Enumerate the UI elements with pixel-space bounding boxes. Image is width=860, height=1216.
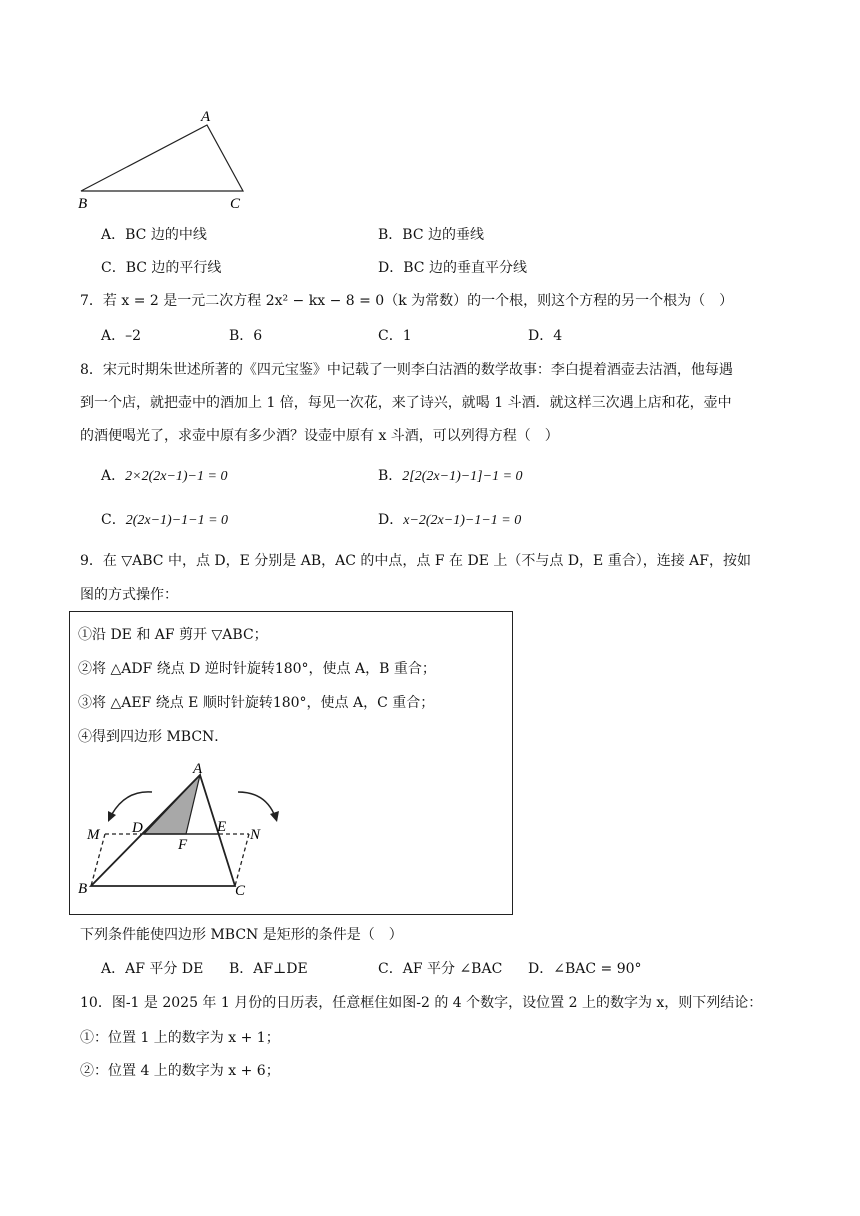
q8-option-d bbox=[378, 511, 521, 530]
q9-option-b bbox=[229, 960, 308, 978]
label-b: B bbox=[78, 196, 88, 212]
option-letter: C． bbox=[378, 961, 403, 977]
q9-option-d bbox=[528, 960, 642, 978]
option-text: ∠BAC = 90° bbox=[553, 961, 642, 977]
option-letter: B． bbox=[229, 328, 254, 344]
option-formula: x−2(2x−1)−1−1 = 0 bbox=[403, 513, 522, 528]
q9-figure bbox=[74, 760, 304, 910]
q8-option-a bbox=[101, 467, 227, 486]
option-text: 1 bbox=[402, 328, 412, 344]
option-letter: C． bbox=[101, 512, 126, 528]
q8-line-1: 8．宋元时期朱世述所著的《四元宝鉴》中记载了一则李白沽酒的数学故事：李白提着酒壶去沽酒，他每遇 bbox=[80, 362, 733, 378]
option-formula: 2×2(2x−1)−1 = 0 bbox=[125, 469, 228, 484]
q6-option-d bbox=[378, 259, 527, 277]
option-formula: 2(2x−1)−1−1 = 0 bbox=[125, 513, 229, 528]
q7-option-d bbox=[528, 327, 562, 345]
option-letter: C． bbox=[378, 328, 403, 344]
option-text: AF 平分 ∠BAC bbox=[402, 961, 503, 977]
label-c: C bbox=[235, 883, 246, 899]
q9-line-2: 图的方式操作： bbox=[80, 587, 178, 603]
q10-line-3: ②：位置 4 上的数字为 x + 6； bbox=[80, 1063, 280, 1079]
option-letter: A． bbox=[101, 227, 126, 243]
q9-option-a bbox=[101, 960, 203, 978]
option-text: BC 边的平行线 bbox=[125, 260, 222, 276]
arrow-head-right bbox=[270, 811, 279, 822]
label-n: N bbox=[250, 827, 261, 843]
label-a: A bbox=[193, 761, 203, 777]
option-text: AF⊥DE bbox=[253, 961, 308, 977]
label-c: C bbox=[230, 196, 241, 212]
q6-option-c bbox=[101, 259, 221, 277]
q6-option-b bbox=[378, 226, 484, 244]
option-letter: D． bbox=[528, 961, 554, 977]
q6-option-a bbox=[101, 226, 207, 244]
segment-nc bbox=[235, 834, 249, 886]
label-f: F bbox=[178, 837, 188, 853]
q7-stem: 7．若 x = 2 是一元二次方程 2x² − kx − 8 = 0（k 为常数）的一个根，则这个方程的另一个根为（ ） bbox=[80, 293, 734, 309]
q10-line-1: 10．图-1 是 2025 年 1 月份的日历表，任意框住如图-2 的 4 个数字，设位置 2 上的数字为 x，则下列结论： bbox=[80, 995, 763, 1011]
q8-line-2: 到一个店，就把壶中的酒加上 1 倍，每见一次花，来了诗兴，就喝 1 斗酒．就这样三次遇上店和花，壶中 bbox=[80, 395, 732, 411]
triangle-abc-figure bbox=[70, 105, 260, 215]
option-text: 4 bbox=[553, 328, 563, 344]
option-text: BC 边的中线 bbox=[125, 227, 207, 243]
option-letter: A． bbox=[101, 468, 126, 484]
option-letter: A． bbox=[101, 961, 126, 977]
option-text: AF 平分 DE bbox=[125, 961, 204, 977]
option-text: BC 边的垂直平分线 bbox=[403, 260, 527, 276]
option-letter: B． bbox=[229, 961, 254, 977]
q9-line-1: 9．在 ▽ABC 中，点 D，E 分别是 AB，AC 的中点，点 F 在 DE 上（不与点 D，E 重合），连接 AF，按如 bbox=[80, 553, 751, 569]
option-letter: D． bbox=[378, 260, 404, 276]
label-e: E bbox=[217, 819, 227, 835]
option-letter: D． bbox=[528, 328, 554, 344]
option-text: BC 边的垂线 bbox=[402, 227, 485, 243]
q7-option-b bbox=[229, 327, 262, 345]
q7-option-a bbox=[101, 327, 141, 345]
q8-option-b bbox=[378, 467, 523, 486]
option-letter: A． bbox=[101, 328, 126, 344]
q9-step-1: ①沿 DE 和 AF 剪开 ▽ABC； bbox=[78, 627, 268, 643]
label-a: A bbox=[201, 109, 211, 125]
option-letter: D． bbox=[378, 512, 404, 528]
label-d: D bbox=[132, 820, 143, 836]
option-text: 6 bbox=[253, 328, 263, 344]
q8-line-3: 的酒便喝光了，求壶中原有多少酒？设壶中原有 x 斗酒，可以列得方程（ ） bbox=[80, 428, 559, 444]
option-text: –2 bbox=[125, 328, 142, 344]
rotate-cw-arrow-icon bbox=[238, 792, 274, 814]
q9-option-c bbox=[378, 960, 502, 978]
option-formula: 2[2(2x−1)−1]−1 = 0 bbox=[402, 469, 523, 484]
label-m: M bbox=[87, 827, 100, 843]
option-letter: B． bbox=[378, 468, 403, 484]
q9-step-3: ③将 △AEF 绕点 E 顺时针旋转180°，使点 A，C 重合； bbox=[78, 695, 435, 711]
q9-question: 下列条件能使四边形 MBCN 是矩形的条件是（ ） bbox=[80, 927, 403, 943]
rotate-ccw-arrow-icon bbox=[112, 792, 152, 814]
option-letter: C． bbox=[101, 260, 126, 276]
triangle-abc bbox=[81, 125, 243, 191]
label-b: B bbox=[78, 881, 88, 897]
q7-option-c bbox=[378, 327, 412, 345]
q8-option-c bbox=[101, 511, 228, 530]
q10-line-2: ①：位置 1 上的数字为 x + 1； bbox=[80, 1030, 280, 1046]
option-letter: B． bbox=[378, 227, 403, 243]
q9-step-4: ④得到四边形 MBCN． bbox=[78, 729, 229, 745]
q9-step-2: ②将 △ADF 绕点 D 逆时针旋转180°，使点 A，B 重合； bbox=[78, 661, 436, 677]
